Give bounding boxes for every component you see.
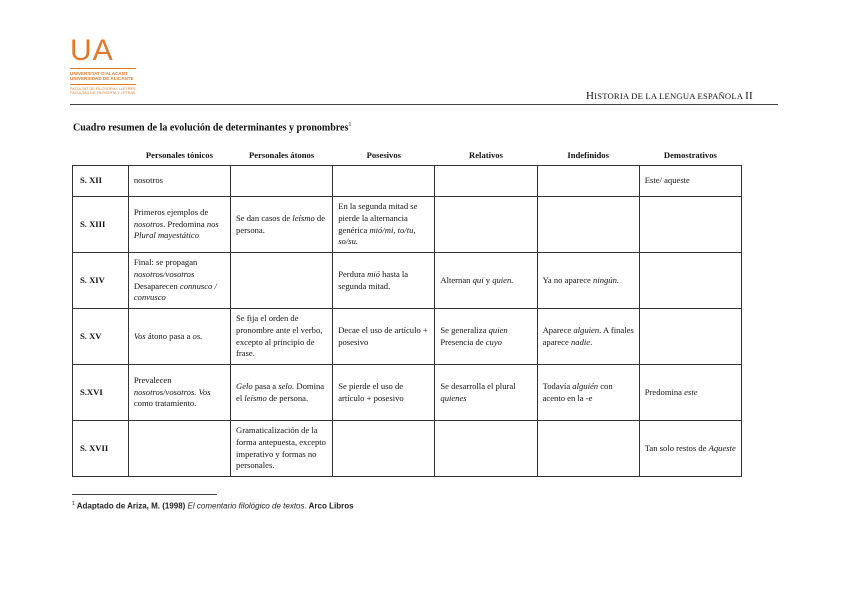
cell-text: . Predomina bbox=[163, 218, 207, 229]
cell-text: Aparece bbox=[542, 324, 574, 335]
cell-text: . bbox=[590, 336, 593, 347]
table-cell bbox=[435, 197, 537, 253]
row-label: S. XIII bbox=[73, 197, 129, 253]
table-cell bbox=[231, 421, 333, 477]
cell-text: cuyo bbox=[485, 336, 502, 347]
table-cell bbox=[639, 309, 741, 365]
logo-divider bbox=[70, 68, 136, 69]
cell-text: Domina el bbox=[236, 380, 325, 403]
page-title bbox=[73, 122, 351, 133]
cell-text: mió/mi, to/tu, so/su. bbox=[338, 224, 416, 247]
cell-text: alguién bbox=[572, 380, 599, 391]
logo-line-2: UNIVERSIDAD DE ALICANTE bbox=[70, 76, 134, 82]
cell-text: quienes bbox=[440, 392, 467, 403]
table-cell bbox=[537, 365, 639, 421]
table-cell bbox=[435, 365, 537, 421]
table-cell bbox=[435, 309, 537, 365]
header-rule bbox=[70, 104, 778, 105]
cell-text: quien. bbox=[492, 274, 514, 285]
cell-text: nos bbox=[206, 218, 219, 229]
cell-text: átono pasa a bbox=[145, 330, 193, 341]
row-label: S. XV bbox=[73, 309, 129, 365]
cell-text: os. bbox=[192, 330, 203, 341]
table-cell bbox=[231, 166, 333, 197]
table-cell bbox=[231, 309, 333, 365]
cell-text: connusco / convusco bbox=[133, 280, 217, 303]
cell-text: con acento en la -e bbox=[542, 380, 613, 403]
cell-text: de persona. bbox=[236, 212, 326, 235]
cell-text: ningún. bbox=[593, 274, 620, 285]
table-cell bbox=[333, 421, 435, 477]
table-cell bbox=[639, 365, 741, 421]
header-roman: II bbox=[745, 90, 753, 102]
cell-text: Primeros ejemplos de bbox=[133, 207, 209, 218]
cell-text: este bbox=[684, 386, 698, 397]
table-cell bbox=[231, 365, 333, 421]
footnote-work: El comentario filológico de textos. bbox=[187, 501, 307, 511]
footnote bbox=[72, 501, 354, 511]
logo-sub-2: FACULTAD DE FILOSOFÍA Y LETRAS bbox=[70, 91, 136, 96]
cell-text: nosotros/vosotros. bbox=[133, 386, 197, 397]
footnote-rule bbox=[72, 494, 217, 495]
header-empty bbox=[73, 147, 129, 166]
table-cell bbox=[639, 166, 741, 197]
cell-text: alguien bbox=[573, 324, 600, 335]
cell-text: como tratamiento. bbox=[133, 398, 197, 409]
table-cell bbox=[639, 253, 741, 309]
cell-text: En la segunda mitad se pierde la alternancia genérica bbox=[338, 201, 418, 235]
table-cell bbox=[435, 166, 537, 197]
cell-text: hasta la segunda mitad. bbox=[338, 268, 409, 291]
table-cell bbox=[435, 421, 537, 477]
table-cell bbox=[128, 365, 230, 421]
cell-text: Prevalecen bbox=[133, 375, 172, 386]
cell-text: Plural mayestático bbox=[133, 230, 199, 241]
page-title-text: Cuadro resumen de la evolución de determinantes y pronombres bbox=[73, 122, 349, 134]
cell-text: Gramaticalización de la forma antepuesta, excepto imperativo y formas no personales. bbox=[236, 425, 326, 471]
row-label: S. XIV bbox=[73, 253, 129, 309]
cell-text: Vos bbox=[198, 386, 211, 397]
header-indefinidos: Indefinidos bbox=[567, 150, 609, 161]
table-cell bbox=[231, 253, 333, 309]
university-logo bbox=[70, 36, 150, 96]
table-cell bbox=[128, 166, 230, 197]
header-relativos: Relativos bbox=[469, 150, 503, 161]
table-cell bbox=[128, 421, 230, 477]
cell-text: nos bbox=[133, 175, 146, 186]
cell-text: Se fija el orden de pronombre ante el verbo, excepto al principio de frase. bbox=[236, 313, 323, 359]
header-initial: H bbox=[586, 90, 595, 102]
table-cell bbox=[639, 197, 741, 253]
cell-text: leísmo bbox=[292, 212, 315, 223]
title-footnote-ref: 1 bbox=[348, 122, 352, 128]
row-label: S.XVI bbox=[73, 365, 129, 421]
table-cell bbox=[128, 197, 230, 253]
table-cell bbox=[333, 197, 435, 253]
footnote-mark: 1 bbox=[72, 501, 75, 507]
cell-text: quien bbox=[488, 324, 508, 335]
table-cell bbox=[333, 253, 435, 309]
logo-sub-1: FACULTAT DE FILOSOFIA I LLETRES bbox=[70, 86, 136, 91]
cell-text: Se dan casos de bbox=[236, 212, 293, 223]
cell-text: de persona. bbox=[266, 392, 309, 403]
cell-text: nosotros bbox=[133, 218, 164, 229]
table-cell bbox=[333, 365, 435, 421]
cell-text: selo. bbox=[278, 380, 295, 391]
table-cell bbox=[537, 166, 639, 197]
cell-text: . A finales aparece bbox=[542, 324, 634, 347]
table-cell bbox=[231, 197, 333, 253]
row-label: S. XII bbox=[73, 166, 129, 197]
cell-text: y bbox=[483, 274, 493, 285]
cell-text: Perdura bbox=[338, 268, 368, 279]
footnote-author: Adaptado de Ariza, M. (1998) bbox=[74, 501, 188, 511]
cell-text: Aqueste bbox=[708, 442, 736, 453]
table-cell bbox=[128, 253, 230, 309]
cell-text: Predomina bbox=[644, 386, 685, 397]
summary-table bbox=[72, 147, 742, 477]
logo-mark: UA bbox=[70, 34, 114, 67]
cell-text: Tan solo restos de bbox=[644, 442, 709, 453]
header-smallcaps: ISTORIA DE LA LENGUA ESPAÑOLA bbox=[594, 91, 746, 101]
table-cell bbox=[537, 421, 639, 477]
cell-text: Gelo bbox=[236, 380, 253, 391]
cell-text: Decae el uso de artículo + posesivo bbox=[338, 324, 428, 347]
table-cell bbox=[128, 309, 230, 365]
footnote-publisher: Arco Libros bbox=[306, 501, 354, 511]
cell-text: qui bbox=[472, 274, 484, 285]
running-header bbox=[586, 90, 753, 102]
table-cell bbox=[333, 166, 435, 197]
cell-text: nadie bbox=[570, 336, 591, 347]
cell-text: mió bbox=[367, 268, 380, 279]
cell-text: Ya no aparece bbox=[542, 274, 594, 285]
header-demostrativos: Demostrativos bbox=[663, 150, 717, 161]
header-posesivos: Posesivos bbox=[366, 150, 401, 161]
table-cell bbox=[333, 309, 435, 365]
cell-text: Se generaliza bbox=[440, 324, 489, 335]
cell-text: pasa a bbox=[252, 380, 279, 391]
table-row bbox=[73, 421, 742, 477]
cell-text: Presencia de bbox=[440, 336, 486, 347]
cell-text: Final: se propagan bbox=[133, 257, 198, 268]
cell-text: otros bbox=[145, 175, 163, 186]
cell-text: Se pierde el uso de artículo + posesivo bbox=[338, 380, 404, 403]
table-row bbox=[73, 253, 742, 309]
table-cell bbox=[537, 309, 639, 365]
logo-divider-2 bbox=[70, 84, 136, 85]
cell-text: Se desarrolla el plural bbox=[440, 380, 516, 391]
row-label: S. XVII bbox=[73, 421, 129, 477]
header-personales-tonicos: Personales tónicos bbox=[145, 150, 213, 161]
cell-text: leísmo bbox=[244, 392, 267, 403]
logo-line-1: UNIVERSITAT D'ALACANT bbox=[70, 71, 128, 76]
header-personales-atonos: Personales átonos bbox=[249, 150, 315, 161]
table-row bbox=[73, 365, 742, 421]
table-cell bbox=[537, 253, 639, 309]
cell-text: Alternan bbox=[440, 274, 473, 285]
cell-text: Vos bbox=[133, 330, 146, 341]
table-cell bbox=[435, 253, 537, 309]
table-row bbox=[73, 197, 742, 253]
cell-text: nosotros/vosotros bbox=[133, 268, 195, 279]
table-row bbox=[73, 166, 742, 197]
cell-text: Este/ aqueste bbox=[644, 175, 690, 186]
cell-text: Todavía bbox=[542, 380, 573, 391]
table-row bbox=[73, 309, 742, 365]
cell-text: Desaparecen bbox=[133, 280, 180, 291]
table-cell bbox=[639, 421, 741, 477]
table-cell bbox=[537, 197, 639, 253]
table-header-row bbox=[73, 147, 742, 166]
